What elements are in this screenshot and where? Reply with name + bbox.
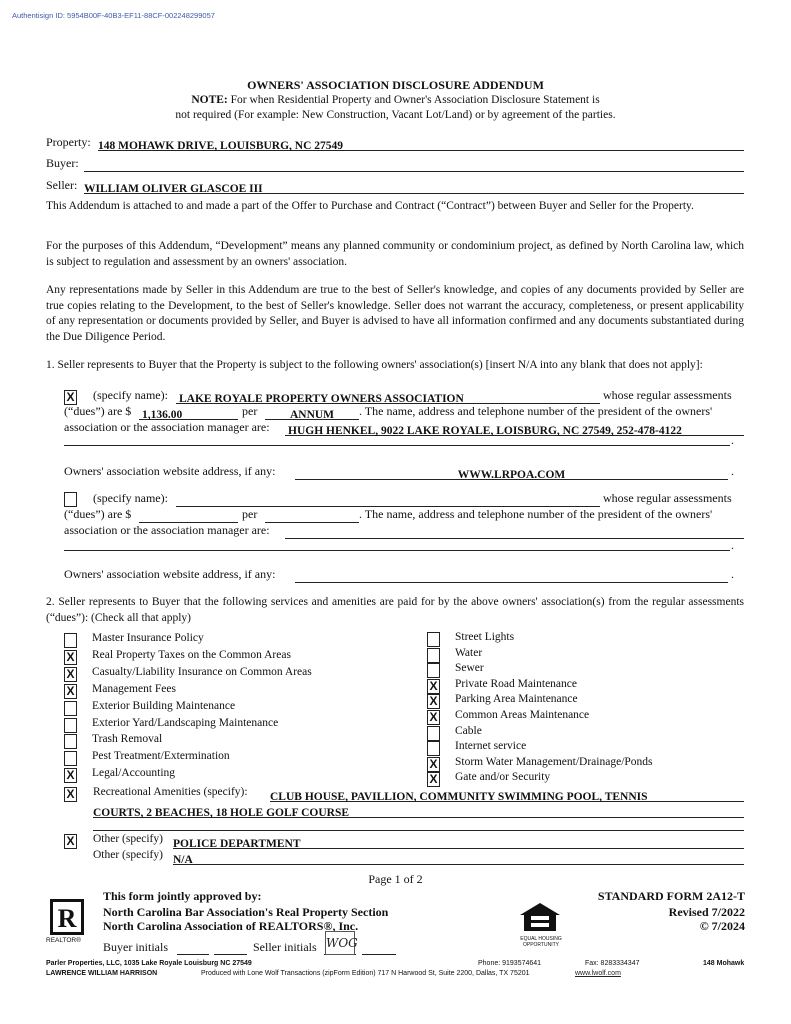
equal-housing-icon [518,901,562,940]
specify-name-label: (specify name): [93,491,168,505]
amenity-left-checkbox[interactable] [64,718,77,733]
website-field[interactable] [295,465,728,480]
period-mark: . [731,567,734,581]
note-text-2: not required (For example: New Construction, Vacant Lot/Land) or by agreement of the parties. [175,109,616,121]
recreational-field[interactable] [270,787,744,802]
amenity-left-label: Casualty/Liability Insurance on Common Areas [92,665,312,678]
amenity-left-checkbox[interactable]: X [64,650,77,665]
amenity-left-checkbox[interactable]: X [64,768,77,783]
amenity-right-checkbox[interactable]: X [427,694,440,709]
equal-housing-text: EQUAL HOUSING OPPORTUNITY [520,936,562,948]
buyer-label: Buyer: [46,156,79,170]
amenity-left-checkbox[interactable]: X [64,667,77,682]
amenity-left-checkbox[interactable] [64,701,77,716]
section-2-intro: 2. Seller represents to Buyer that the following services and amenities are paid for by the above owners' association(s) from the regular assessments (“dues”): (Check all that apply) [46,596,744,624]
amenity-right-label: Parking Area Maintenance [455,693,578,706]
recreational-value-2: COURTS, 2 BEACHES, 18 HOLE GOLF COURSE [93,807,350,819]
amenity-left-label: Master Insurance Policy [92,632,204,644]
website-label: Owners' association website address, if any: [64,464,276,478]
other-1-field[interactable] [173,834,744,849]
association-1-name: LAKE ROYALE PROPERTY OWNERS ASSOCIATION [179,393,464,405]
section-1-intro: 1. Seller represents to Buyer that the Property is subject to the following owners' association(s) [insert N/A into any blank that does not apply]: [46,359,703,371]
amenity-left-label: Pest Treatment/Extermination [92,750,230,763]
other-2-label: Other (specify) [93,849,163,861]
revised-date: Revised 7/2022 [668,905,745,919]
per-label: per [242,404,258,418]
amenity-right-checkbox[interactable] [427,663,440,678]
period-mark: . [731,433,734,447]
per-label: per [242,507,258,521]
buyer-initials-label: Buyer initials [103,940,168,954]
realtor-logo-text: REALTOR® [46,937,81,944]
amenity-right-checkbox[interactable]: X [427,679,440,694]
amenity-right-label: Water [455,646,483,659]
association-2-checkbox[interactable] [64,492,77,507]
other-2-field[interactable] [173,850,744,865]
other-1-label: Other (specify) [93,833,163,845]
document-name: 148 Mohawk [703,960,745,967]
manager-field-line-2[interactable] [64,433,730,446]
paragraph-representations: Any representations made by Seller in this Addendum are true to the best of Seller's knowledge, and copies of any documents provided by Seller are true copies relating to the Development, to the best of Seller's knowledge. Seller does not warrant the accuracy, completeness, or present applicability of any representation or documents provided by Seller, and Buyer is advised to have all information confirmed and any documents substantiated during the Due Diligence Period. [46,284,744,343]
phone-label: Phone: 9193574641 [478,960,542,967]
amenity-right-checkbox[interactable] [427,632,440,647]
buyer-field[interactable] [84,157,744,172]
amenity-right-label: Cable [455,724,482,737]
seller-value: WILLIAM OLIVER GLASCOE III [84,183,263,195]
specify-name-label: (specify name): [93,388,168,402]
fax-label: Fax: 8283334347 [585,960,640,967]
note-label: NOTE: [191,94,228,106]
property-field[interactable] [98,136,744,151]
manager-field-line-2[interactable] [64,538,730,551]
realtors-association: North Carolina Association of REALTORS®, Inc. [103,919,359,933]
note-block [0,93,791,123]
amenity-right-label: Common Areas Maintenance [455,709,590,721]
dues-period-field[interactable] [265,508,359,523]
company-line: Parler Properties, LLC, 1035 Lake Royale Louisburg NC 27549 [46,960,252,967]
other-2-value: N/A [173,854,193,866]
recreational-value-1: CLUB HOUSE, PAVILLION, COMMUNITY SWIMMING POOL, TENNIS [270,791,648,803]
other-1-value: POLICE DEPARTMENT [173,838,301,850]
seller-initials-signature: WOG [325,931,355,955]
agent-name: LAWRENCE WILLIAM HARRISON [46,970,158,977]
amenity-left-checkbox[interactable] [64,751,77,766]
form-number: STANDARD FORM 2A12-T [597,889,745,903]
regular-assessments-label: whose regular assessments [603,491,732,505]
seller-label: Seller: [46,178,78,192]
seller-initials-label: Seller initials [253,940,317,954]
dues-amount-field[interactable] [139,405,238,420]
dues-period-field[interactable] [265,405,359,420]
amenity-right-label: Storm Water Management/Drainage/Ponds [455,755,653,768]
manager-label: association or the association manager are: [64,523,270,537]
amenity-left-label: Legal/Accounting [92,767,176,780]
page-number: Page 1 of 2 [368,872,423,886]
website-label: Owners' association website address, if any: [64,567,276,581]
amenity-right-checkbox[interactable] [427,648,440,663]
dues-label: (“dues”) are $ [64,507,132,521]
period-mark: . [731,464,734,478]
amenity-right-checkbox[interactable] [427,741,440,756]
other-1-checkbox[interactable]: X [64,834,77,849]
svg-text:R: R [57,904,77,933]
realtor-logo-icon [50,899,84,935]
association-1-checkbox[interactable]: X [64,390,77,405]
website-value: WWW.LRPOA.COM [457,469,566,481]
president-text: . The name, address and telephone number of the president of the owners' [359,404,713,418]
association-2-name-field[interactable] [176,492,600,507]
copyright-date: © 7/2024 [699,919,745,933]
seller-field[interactable] [84,179,744,194]
recreational-label: Recreational Amenities (specify): [93,786,248,798]
recreational-checkbox[interactable]: X [64,787,77,802]
produced-with: Produced with Lone Wolf Transactions (zipForm Edition) 717 N Harwood St, Suite 2200, Dallas, TX 75201 [201,970,530,977]
amenity-left-label: Exterior Building Maintenance [92,699,236,712]
bar-association: North Carolina Bar Association's Real Property Section [103,905,389,919]
amenity-left-label: Real Property Taxes on the Common Areas [92,648,291,661]
manager-field[interactable] [285,524,744,539]
document-title: OWNERS' ASSOCIATION DISCLOSURE ADDENDUM [247,78,544,92]
amenity-right-label: Sewer [455,662,484,675]
website-field[interactable] [295,568,728,583]
amenity-left-label: Exterior Yard/Landscaping Maintenance [92,716,279,729]
amenity-right-checkbox[interactable] [427,726,440,741]
recreational-field-line-2[interactable] [93,803,744,818]
regular-assessments-label: whose regular assessments [603,388,732,402]
manager-value: HUGH HENKEL, 9022 LAKE ROYALE, LOISBURG, NC 27549, 252-478-4122 [288,425,682,437]
amenity-left-label: Management Fees [92,682,176,695]
dues-amount-field[interactable] [139,508,238,523]
amenity-right-label: Internet service [455,740,527,753]
amenity-left-checkbox[interactable]: X [64,684,77,699]
amenity-left-checkbox[interactable] [64,633,77,648]
authentisign-id: Authentisign ID: 5954B00F-40B3-EF11-88CF-002248299057 [12,11,215,20]
amenity-right-checkbox[interactable]: X [427,710,440,725]
recreational-field-line-3[interactable] [93,818,744,831]
dues-period: ANNUM [289,409,335,421]
note-text-1: For when Residential Property and Owner's Association Disclosure Statement is [230,94,600,106]
manager-label: association or the association manager are: [64,420,270,434]
lwolf-link[interactable]: www.lwolf.com [575,970,621,977]
president-text: . The name, address and telephone number of the president of the owners' [359,507,713,521]
dues-label: (“dues”) are $ [64,404,132,418]
buyer-initials-field-1[interactable] [177,941,209,955]
amenity-right-label: Street Lights [455,631,515,643]
seller-initials-field-2[interactable] [362,941,396,955]
amenity-right-checkbox[interactable]: X [427,772,440,787]
association-1-name-field[interactable] [176,389,600,404]
amenity-right-label: Private Road Maintenance [455,677,577,690]
approved-by: This form jointly approved by: [103,889,262,903]
amenity-right-checkbox[interactable]: X [427,757,440,772]
amenity-left-label: Trash Removal [92,733,163,746]
period-mark: . [731,538,734,552]
dues-amount: 1,136.00 [142,409,183,421]
amenity-right-label: Gate and/or Security [455,771,551,784]
paragraph-attached: This Addendum is attached to and made a part of the Offer to Purchase and Contract (“Contract”) between Buyer and Seller for the Property. [46,200,694,212]
buyer-initials-field-2[interactable] [214,941,247,955]
amenity-left-checkbox[interactable] [64,734,77,749]
property-value: 148 MOHAWK DRIVE, LOUISBURG, NC 27549 [98,140,344,152]
property-label: Property: [46,135,91,149]
paragraph-development: For the purposes of this Addendum, “Development” means any planned community or condominium project, as defined by North Carolina law, which is subject to regulation and assessment by an owners' association. [46,240,744,268]
